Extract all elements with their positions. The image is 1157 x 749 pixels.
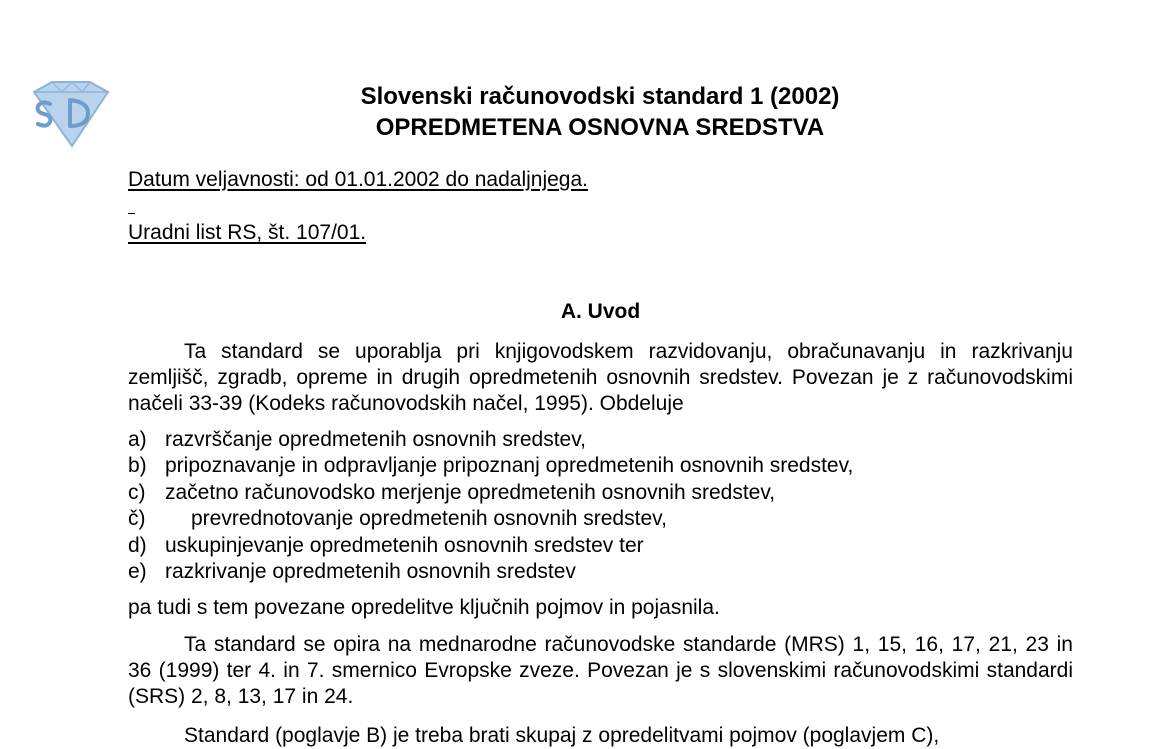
- list-item-label: č): [128, 507, 146, 531]
- list-closing-sentence: pa tudi s tem povezane opredelitve ključnih pojmov in pojasnila.: [128, 596, 720, 619]
- reading-guidance-paragraph: Standard (poglavje B) je treba brati skupaj z opredelitvami pojmov (poglavjem C),: [184, 724, 940, 747]
- list-item-label: d): [128, 533, 147, 557]
- standards-reference-paragraph: Ta standard se opira na mednarodne računovodske standarde (MRS) 1, 15, 16, 17, 21, 23 in 36 (1999) ter 4. in 7. smernico Evropske zveze. Povezan je s slovenskimi računovodskimi standardi (SRS) 2, 8, 13, 17 in 24.: [128, 633, 1073, 708]
- list-item-text: razvrščanje opredmetenih osnovnih sredstev,: [165, 428, 586, 451]
- list-item: [128, 427, 1073, 453]
- validity-date: Datum veljavnosti: od 01.01.2002 do nadaljnjega.: [128, 168, 588, 191]
- scope-list: [128, 427, 1073, 585]
- list-item-text: pripoznavanje in odpravljanje pripoznanj opredmetenih osnovnih sredstev,: [165, 454, 854, 478]
- list-item: [128, 533, 1073, 559]
- list-item-label: a): [128, 428, 147, 451]
- list-item: [128, 559, 1073, 585]
- list-item: [128, 506, 1073, 532]
- list-item-text: razkrivanje opredmetenih osnovnih sredstev: [165, 560, 576, 584]
- list-item-label: b): [128, 454, 147, 478]
- intro-paragraph: Ta standard se uporablja pri knjigovodskem razvidovanju, obračunavanju in razkrivanju zemljišč, zgradb, opreme in drugih opredmetenih osnovnih sredstev. Povezan je z računovodskimi načeli 33-39 (Kodeks računovodskih načel, 1995). Obdeluje: [128, 340, 1073, 415]
- section-heading: A. Uvod: [560, 300, 641, 323]
- list-item-label: c): [128, 480, 146, 504]
- document-subtitle: OPREDMETENA OSNOVNA SREDSTVA: [375, 114, 825, 141]
- list-item: [128, 480, 1073, 506]
- list-item-text: uskupinjevanje opredmetenih osnovnih sredstev ter: [165, 533, 644, 557]
- list-item-text: začetno računovodsko merjenje opredmetenih osnovnih sredstev,: [165, 480, 776, 504]
- divider-tick: [128, 213, 135, 214]
- list-item-text: prevrednotovanje opredmetenih osnovnih sredstev,: [191, 507, 667, 531]
- official-gazette-reference: Uradni list RS, št. 107/01.: [128, 221, 367, 244]
- document-title: Slovenski računovodski standard 1 (2002): [360, 83, 840, 110]
- list-item-label: e): [128, 560, 147, 584]
- list-item: [128, 453, 1073, 479]
